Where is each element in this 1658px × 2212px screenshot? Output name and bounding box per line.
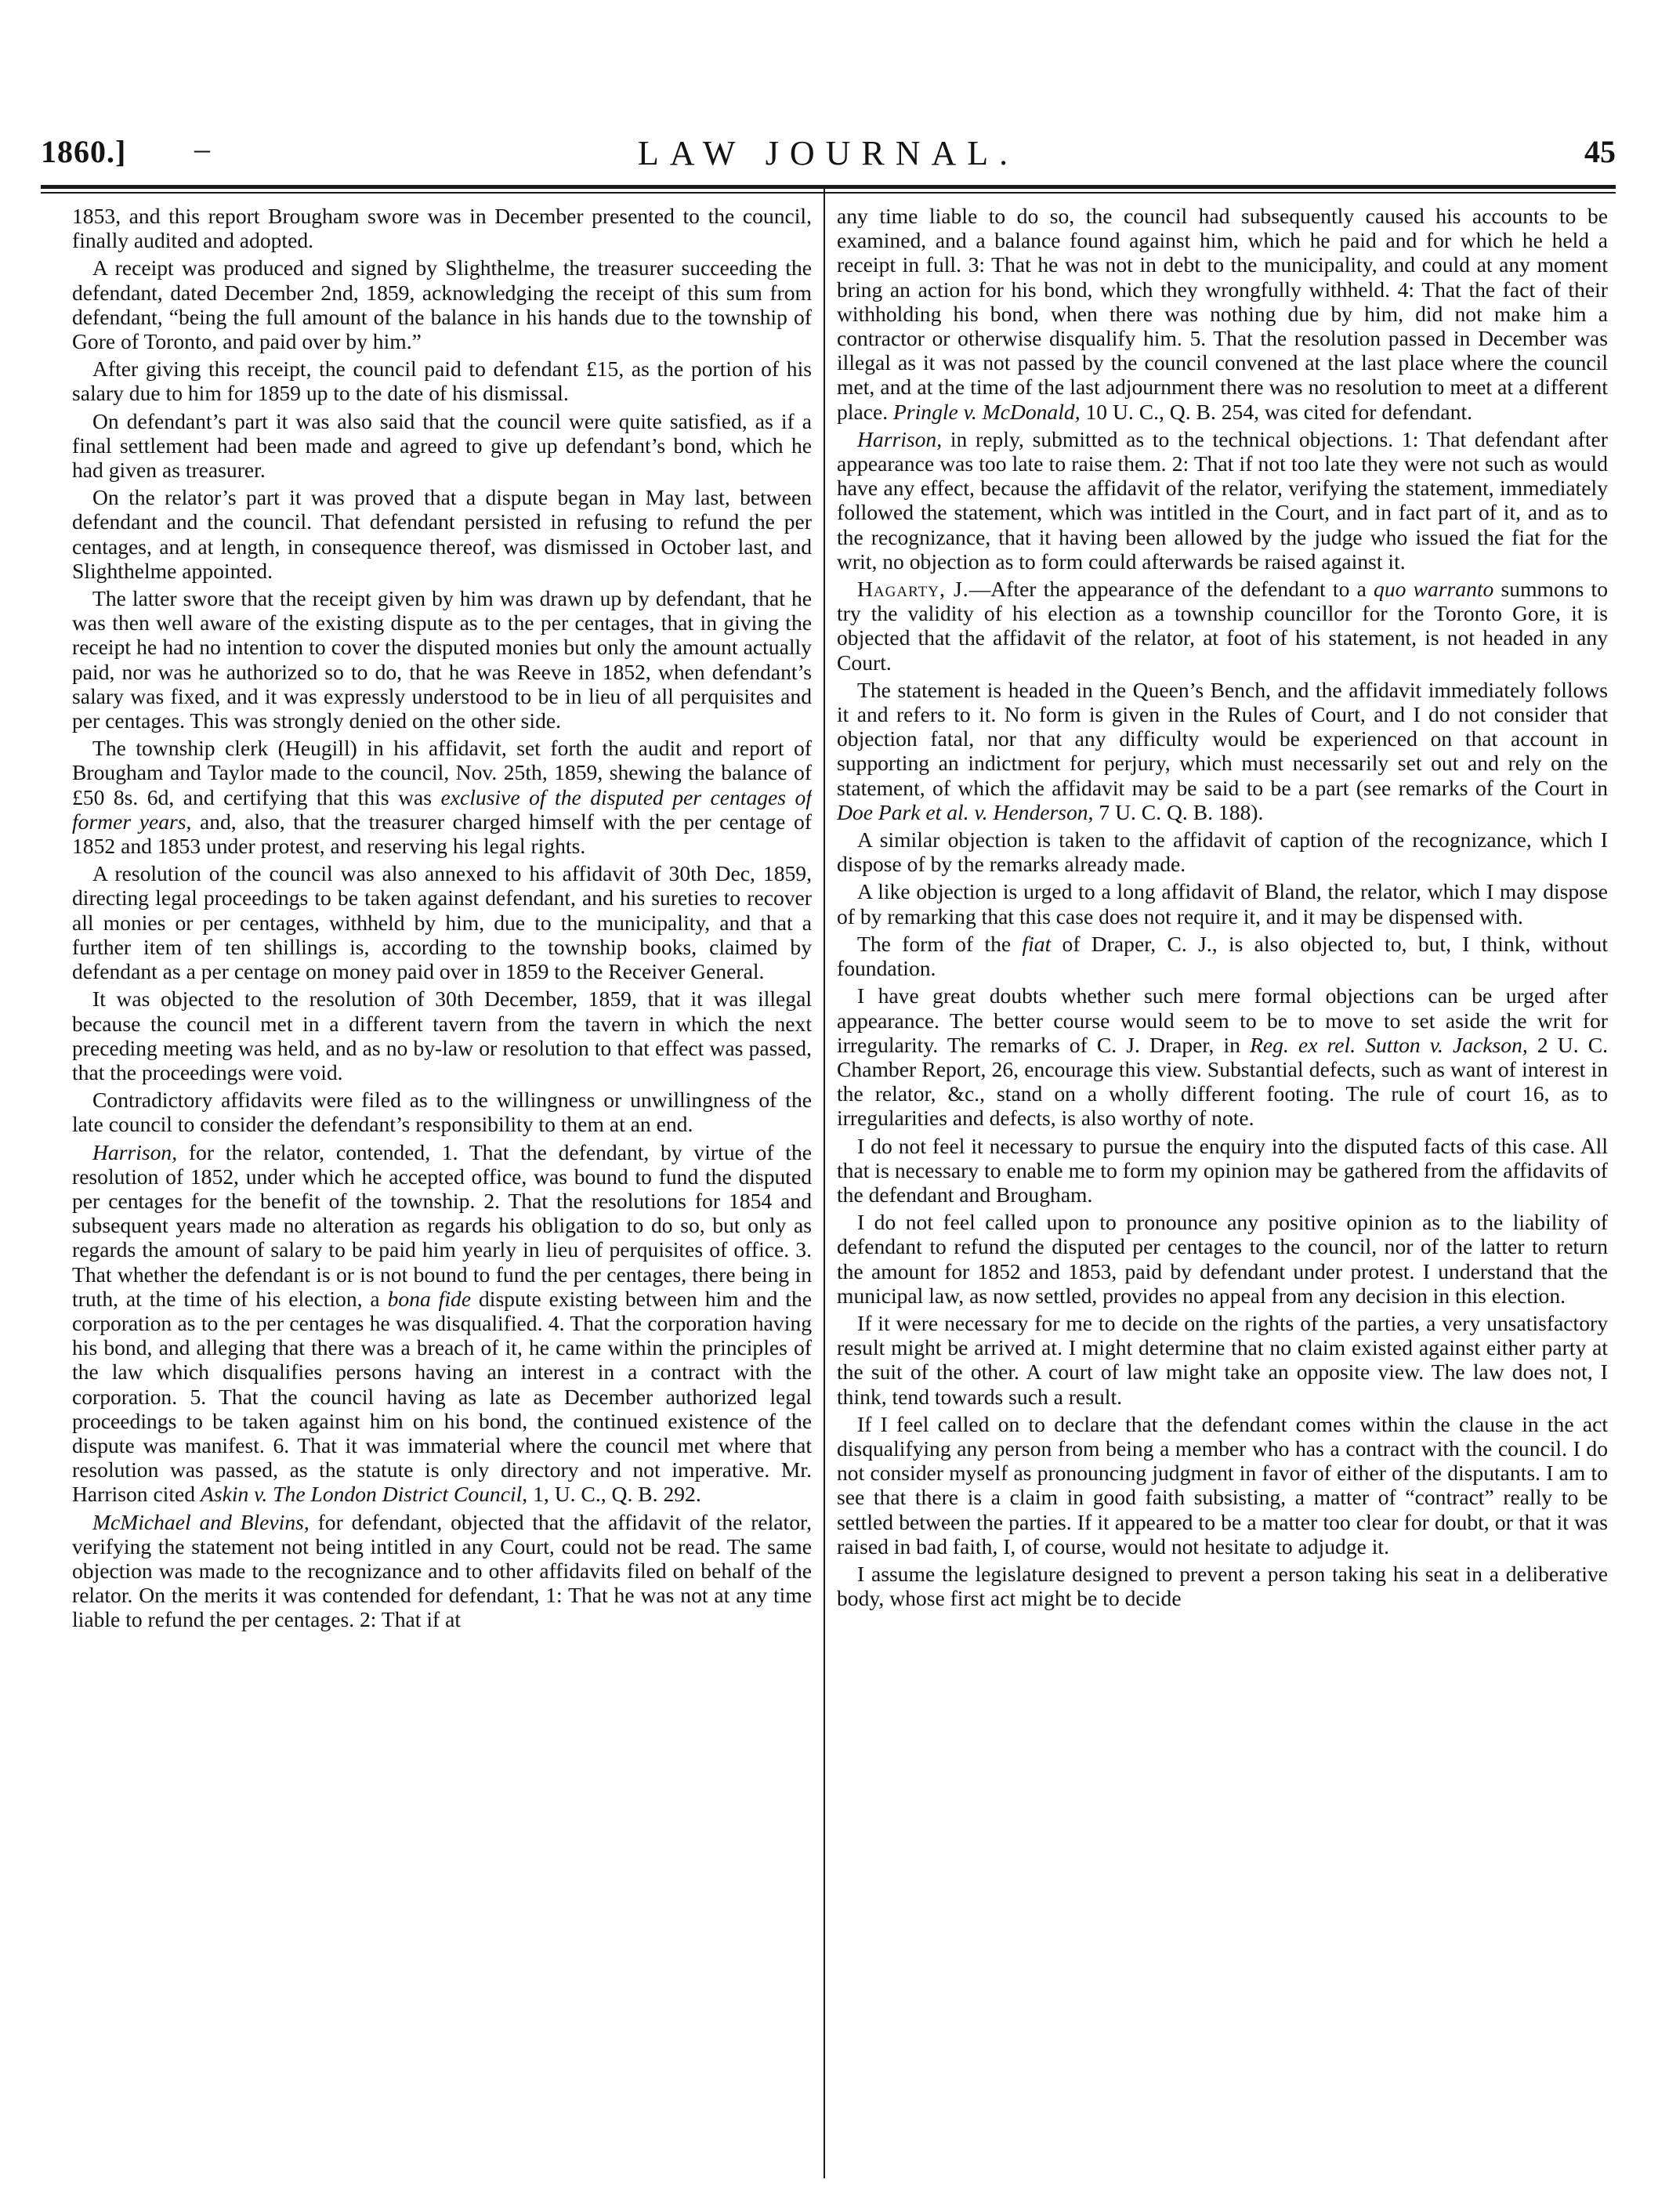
page-number: 45 bbox=[1584, 134, 1616, 169]
header-rule-thin bbox=[41, 192, 1616, 194]
text-run: for defendant, objected that the affidavit of the relator, verifying the statement not being intitled in any Court, could not be read. The same objection was made to the recognizance and to other affidavits filed on behalf of the relator. On the merits it was contended for defendant, 1: That he was not at any time liable to refund the per centages. 2: That if at bbox=[72, 1509, 812, 1632]
column-divider bbox=[824, 188, 825, 2178]
case-citation: Askin v. The London District Council, bbox=[200, 1482, 528, 1507]
text-run: —After the appearance of the defendant to a bbox=[968, 577, 1374, 602]
italic-phrase: fiat bbox=[1022, 931, 1052, 956]
right-column bbox=[837, 204, 1608, 2178]
italic-phrase: quo warranto bbox=[1374, 577, 1494, 602]
text-run: summons to try the validity of his election as a township councillor for the Toronto Gore, it is objected that the affidavit of the relator, at foot of his statement, is not headed in any Court. bbox=[837, 577, 1608, 675]
paragraph: After giving this receipt, the council paid to defendant £15, as the portion of his salary due to him for 1859 up to the date of his dismissal. bbox=[72, 357, 812, 406]
italic-phrase: exclusive of the disputed per centages of former years, bbox=[72, 784, 812, 834]
text-run: 1, U. C., Q. B. 292. bbox=[527, 1482, 701, 1507]
judge-name: Hagarty, J. bbox=[857, 577, 969, 602]
text-run: in reply, submitted as to the technical objections. 1: That defendant after appearance was too late to raise them. 2: That if not too late they were not such as would have any effect, because the affidavit of the relator, verifying the statement, immediately followed the statement, which was intitled in the Court, and in fact part of it, and as to the recognizance, that it having been allowed by the judge who issued the fiat for the writ, no objection as to form could afterwards be raised against it. bbox=[837, 426, 1608, 574]
text-run: any time liable to do so, the council had subsequently caused his accounts to be examined, and a balance found against him, which he paid and for which he held a receipt in full. 3: That he was not in debt to the municipality, and could at any moment bring an action for his bond, which they wrongfully withheld. 4: That the fact of their withholding his bond, when there was nothing due by him, did not make him a contractor or otherwise disqualify him. 5. That the resolution passed in December was illegal as it was not passed by the council convened at the last place where the council met, and at the time of the last adjournment there was no resolution to meet at a different place. bbox=[837, 204, 1608, 424]
text-run: The form of the bbox=[857, 931, 1023, 956]
text-run: dispute existing between him and the corporation as to the per centages he was disqualified. 4. That the corporation having his bond, and alleging that there was a breach of it, he came within the principles of the law which disqualifies persons having an interest in a contract with the corporation. 5. That the council having as late as December authorized legal proceedings to be taken against him on his bond, the continued existence of the dispute was manifest. 6. That it was immaterial where the council met where that resolution was passed, as the statute is only directory and not imperative. Mr. Harrison cited bbox=[72, 1286, 812, 1507]
counsel-name: Harrison, bbox=[857, 426, 943, 451]
case-citation: Doe Park et al. v. Henderson, bbox=[837, 799, 1094, 824]
paragraph: On defendant’s part it was also said that the council were quite satisfied, as if a final settlement had been made and agreed to give up defendant’s bond, which he had given as treasurer. bbox=[72, 408, 812, 483]
text-run: for the relator, contended, 1. That the defendant, by virtue of the resolution of 1852, under which he accepted office, was bound to fund the disputed per centages for the benefit of the township. 2. That the resolutions for 1854 and subsequent years made no alteration as regards his obligation to do so, but only as regards the amount of salary to be paid him yearly in lieu of perquisites of office. 3. That whether the defendant is or is not bound to fund the per centages, there being in truth, at the time of his election, a bbox=[72, 1139, 812, 1311]
case-citation: Reg. ex rel. Sutton v. Jackson, bbox=[1250, 1032, 1528, 1057]
journal-title: LAW JOURNAL. bbox=[637, 134, 1019, 172]
paragraph: A like objection is urged to a long affidavit of Bland, the relator, which I may dispose of by remarking that this case does not require it, and it may be dispensed with. bbox=[837, 879, 1608, 929]
text-run: 10 U. C., Q. B. 254, was cited for defendant. bbox=[1080, 399, 1473, 424]
paragraph: 1853, and this report Brougham swore was in December presented to the council, finally audited and adopted. bbox=[72, 204, 812, 253]
header-dash: – bbox=[194, 131, 210, 166]
paragraph: A resolution of the council was also annexed to his affidavit of 30th Dec, 1859, directing legal proceedings to be taken against defendant, and his sureties to recover all monies or per centages, withheld by him, due to the municipality, and that a further item of ten shillings is, according to the township books, claimed by defendant as a per centage on money paid over in 1859 to the Receiver General. bbox=[72, 861, 812, 984]
header-year: 1860.] bbox=[41, 134, 127, 169]
paragraph bbox=[837, 204, 1608, 424]
paragraph bbox=[837, 932, 1608, 980]
paragraph: I do not feel called upon to pronounce any positive opinion as to the liability of defendant to refund the disputed per centages to the council, nor of the latter to return the amount for 1852 and 1853, paid by defendant under protest. I understand that the municipal law, as now settled, provides no appeal from any decision in this election. bbox=[837, 1210, 1608, 1308]
paragraph bbox=[837, 577, 1608, 675]
paragraph: The latter swore that the receipt given by him was drawn up by defendant, that he was then well aware of the existing dispute as to the per centages, that in giving the receipt he had no intention to cover the disputed monies but only the amount actually paid, nor was he authorized so to do, that he was Reeve in 1852, when defendant’s salary was fixed, and it was expressly understood to be in lieu of all perquisites and per centages. This was strongly denied on the other side. bbox=[72, 586, 812, 733]
italic-phrase: bona fide bbox=[387, 1286, 472, 1311]
paragraph: I do not feel it necessary to pursue the enquiry into the disputed facts of this case. All that is necessary to enable me to form my opinion may be gathered from the affidavits of the defendant and Brougham. bbox=[837, 1133, 1608, 1207]
paragraph bbox=[72, 736, 812, 858]
text-run: The township clerk (Heugill) in his affidavit, set forth the audit and report of Brougham and Taylor made to the council, Nov. 25th, 1859, shewing the balance of £50 8s. 6d, and certifying that this was bbox=[72, 736, 812, 809]
paragraph: I assume the legislature designed to prevent a person taking his seat in a deliberative body, whose first act might be to decide bbox=[837, 1561, 1608, 1611]
paragraph: If I feel called on to declare that the defendant comes within the clause in the act disqualifying any person from being a member who has a contract with the council. I do not consider myself as pronouncing judgment in favor of either of the disputants. I am to see that there is a claim in good faith subsisting, a matter of “contract” really to be settled between the parties. If it appeared to be a matter too clear for doubt, or that it was raised in bad faith, I, of course, would not hesitate to adjudge it. bbox=[837, 1411, 1608, 1559]
case-citation: Pringle v. McDonald, bbox=[893, 399, 1081, 424]
text-run: I have great doubts whether such mere formal objections can be urged after appearance. The better course would seem to be to move to set aside the writ for irregularity. The remarks of C. J. Draper, in bbox=[837, 983, 1608, 1057]
paragraph bbox=[837, 983, 1608, 1130]
paragraph: A similar objection is taken to the affidavit of caption of the recognizance, which I dispose of by the remarks already made. bbox=[837, 827, 1608, 877]
text-run: of Draper, C. J., is also objected to, but, I think, without foundation. bbox=[837, 931, 1608, 981]
counsel-name: McMichael and Blevins, bbox=[92, 1509, 310, 1534]
paragraph bbox=[837, 427, 1608, 574]
paragraph bbox=[72, 1140, 812, 1507]
text-run: The statement is headed in the Queen’s Bench, and the affidavit immediately follows it and refers to it. No form is given in the Rules of Court, and I do not consider that objection fatal, nor that any difficulty would be experienced on that account in supporting an indictment for perjury, which must necessarily set out and rely on the statement, of which the affidavit may be said to be a part (see remarks of the Court in bbox=[837, 677, 1608, 800]
left-column bbox=[72, 204, 812, 2178]
paragraph: On the relator’s part it was proved that a dispute began in May last, between defendant and the council. That defendant persisted in refusing to refund the per centages, and at length, in consequence thereof, was dismissed in October last, and Slighthelme appointed. bbox=[72, 485, 812, 583]
paragraph: Contradictory affidavits were filed as to the willingness or unwillingness of the late council to consider the defendant’s responsibility to them at an end. bbox=[72, 1088, 812, 1137]
header-rule-thick bbox=[41, 185, 1616, 189]
text-run: 2 U. C. Chamber Report, 26, encourage this view. Substantial defects, such as want of interest in the relator, &c., stand on a wholly different footing. The rule of court 16, as to irregularities and defects, is also worthy of note. bbox=[837, 1032, 1608, 1131]
paragraph: A receipt was produced and signed by Slighthelme, the treasurer succeeding the defendant, dated December 2nd, 1859, acknowledging the receipt of this sum from defendant, “being the full amount of the balance in his hands due to the township of Gore of Toronto, and paid over by him.” bbox=[72, 255, 812, 354]
paragraph bbox=[837, 678, 1608, 824]
paragraph: If it were necessary for me to decide on the rights of the parties, a very unsatisfactory result might be arrived at. I might determine that no claim existed against either party at the suit of the other. A court of law might take an opposite view. The law does not, I think, tend towards such a result. bbox=[837, 1310, 1608, 1409]
counsel-name: Harrison, bbox=[92, 1139, 178, 1164]
paragraph: It was objected to the resolution of 30th December, 1859, that it was illegal because the council met in a different tavern from the tavern in which the next preceding meeting was held, and as no by-law or resolution to that effect was passed, that the proceedings were void. bbox=[72, 987, 812, 1084]
paragraph bbox=[72, 1510, 812, 1632]
text-run: and, also, that the treasurer charged himself with the per centage of 1852 and 1853 under protest, and reserving his legal rights. bbox=[72, 809, 812, 859]
text-run: 7 U. C. Q. B. 188). bbox=[1093, 799, 1264, 824]
running-header bbox=[41, 133, 1616, 180]
